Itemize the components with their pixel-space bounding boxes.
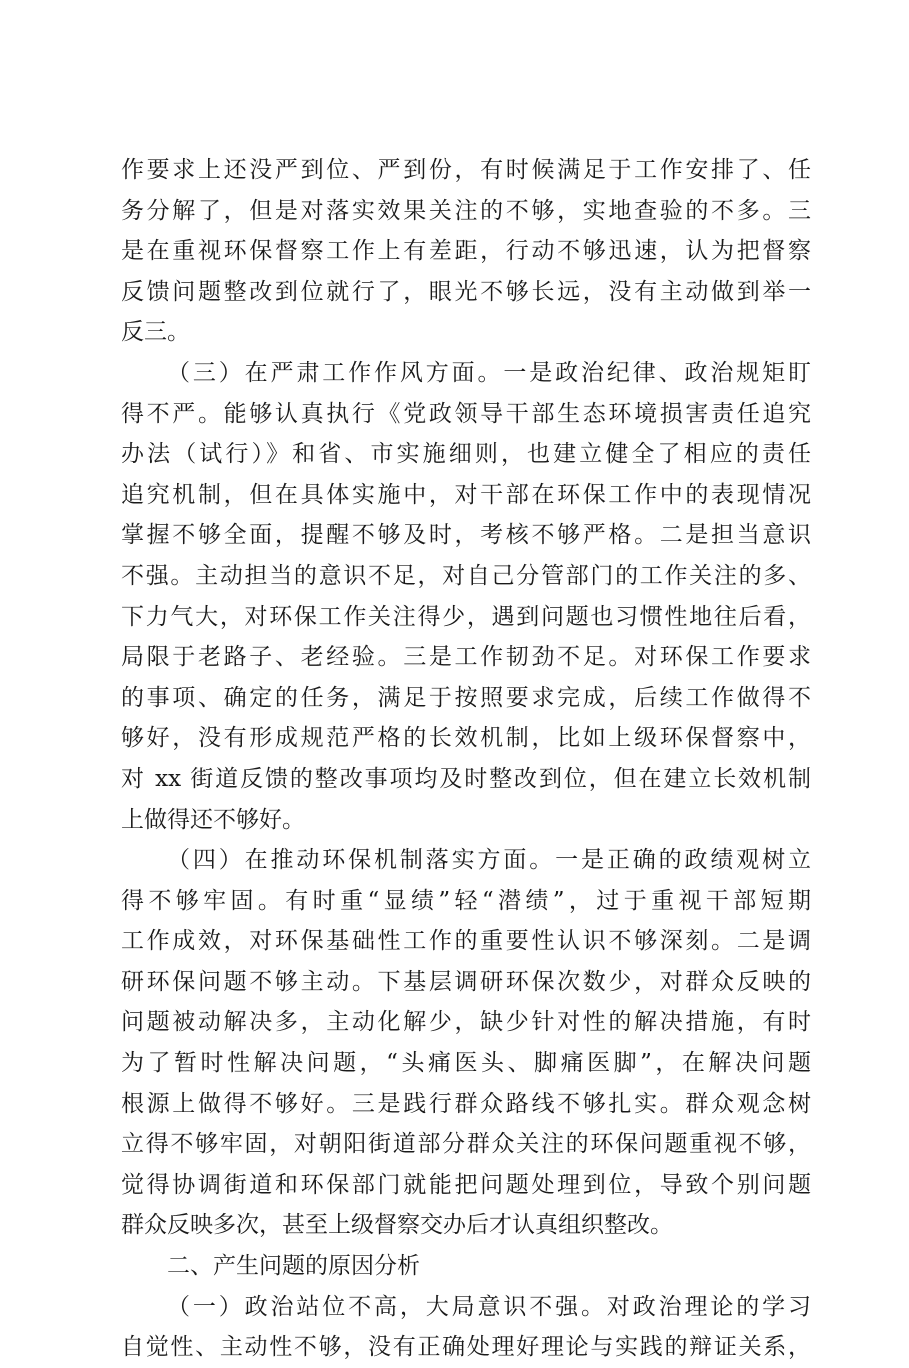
text-line: 局限于老路子、老经验。三是工作韧劲不足。对环保工作要求: [121, 644, 811, 671]
text-line: （一）政治站位不高，大局意识不强。对政治理论的学习: [167, 1293, 811, 1320]
text-line: 研环保问题不够主动。下基层调研环保次数少，对群众反映的: [121, 968, 811, 995]
text-line: 觉得协调街道和环保部门就能把问题处理到位，导致个别问题: [121, 1171, 811, 1198]
text-line: 不强。主动担当的意识不足，对自己分管部门的工作关注的多、: [121, 562, 811, 589]
text-line: 根源上做得不够好。三是践行群众路线不够扎实。群众观念树: [121, 1090, 811, 1117]
text-line: 办法（试行）》和省、市实施细则，也建立健全了相应的责任: [121, 441, 811, 468]
text-line: 对 xx 街道反馈的整改事项均及时整改到位，但在建立长效机制: [121, 765, 811, 792]
text-line: 二、产生问题的原因分析: [167, 1253, 420, 1280]
text-line: 追究机制，但在具体实施中，对干部在环保工作中的表现情况: [121, 481, 811, 508]
text-line: 问题被动解决多，主动化解少，缺少针对性的解决措施，有时: [121, 1009, 811, 1036]
text-line: 掌握不够全面，提醒不够及时，考核不够严格。二是担当意识: [121, 522, 811, 549]
body-text: [121, 150, 811, 1368]
text-line: 够好，没有形成规范严格的长效机制，比如上级环保督察中，: [121, 725, 811, 752]
text-line: 得不严。能够认真执行《党政领导干部生态环境损害责任追究: [121, 400, 811, 427]
text-line: 反馈问题整改到位就行了，眼光不够长远，没有主动做到举一: [121, 278, 811, 305]
text-line: 上做得还不够好。: [121, 806, 305, 833]
text-line: 的事项、确定的任务，满足于按照要求完成，后续工作做得不: [121, 684, 811, 711]
text-line: 自觉性、主动性不够，没有正确处理好理论与实践的辩证关系，: [121, 1334, 811, 1361]
text-line: 作要求上还没严到位、严到份，有时候满足于工作安排了、任: [121, 157, 811, 183]
text-line: （四）在推动环保机制落实方面。一是正确的政绩观树立: [167, 847, 811, 874]
text-line: 得不够牢固。有时重“显绩”轻“潜绩”，过于重视干部短期: [121, 887, 811, 914]
text-line: 为了暂时性解决问题，“头痛医头、脚痛医脚”，在解决问题: [121, 1050, 811, 1077]
text-line: 务分解了，但是对落实效果关注的不够，实地查验的不多。三: [121, 197, 811, 224]
text-line: 反三。: [121, 319, 190, 346]
text-line: 是在重视环保督察工作上有差距，行动不够迅速，认为把督察: [121, 238, 811, 265]
text-line: 群众反映多次，甚至上级督察交办后才认真组织整改。: [121, 1212, 673, 1239]
text-line: 工作成效，对环保基础性工作的重要性认识不够深刻。二是调: [121, 928, 811, 955]
text-line: 立得不够牢固，对朝阳街道部分群众关注的环保问题重视不够，: [121, 1131, 811, 1158]
text-line: （三）在严肃工作作风方面。一是政治纪律、政治规矩盯: [167, 359, 811, 386]
text-line: 下力气大，对环保工作关注得少，遇到问题也习惯性地往后看，: [121, 603, 811, 630]
